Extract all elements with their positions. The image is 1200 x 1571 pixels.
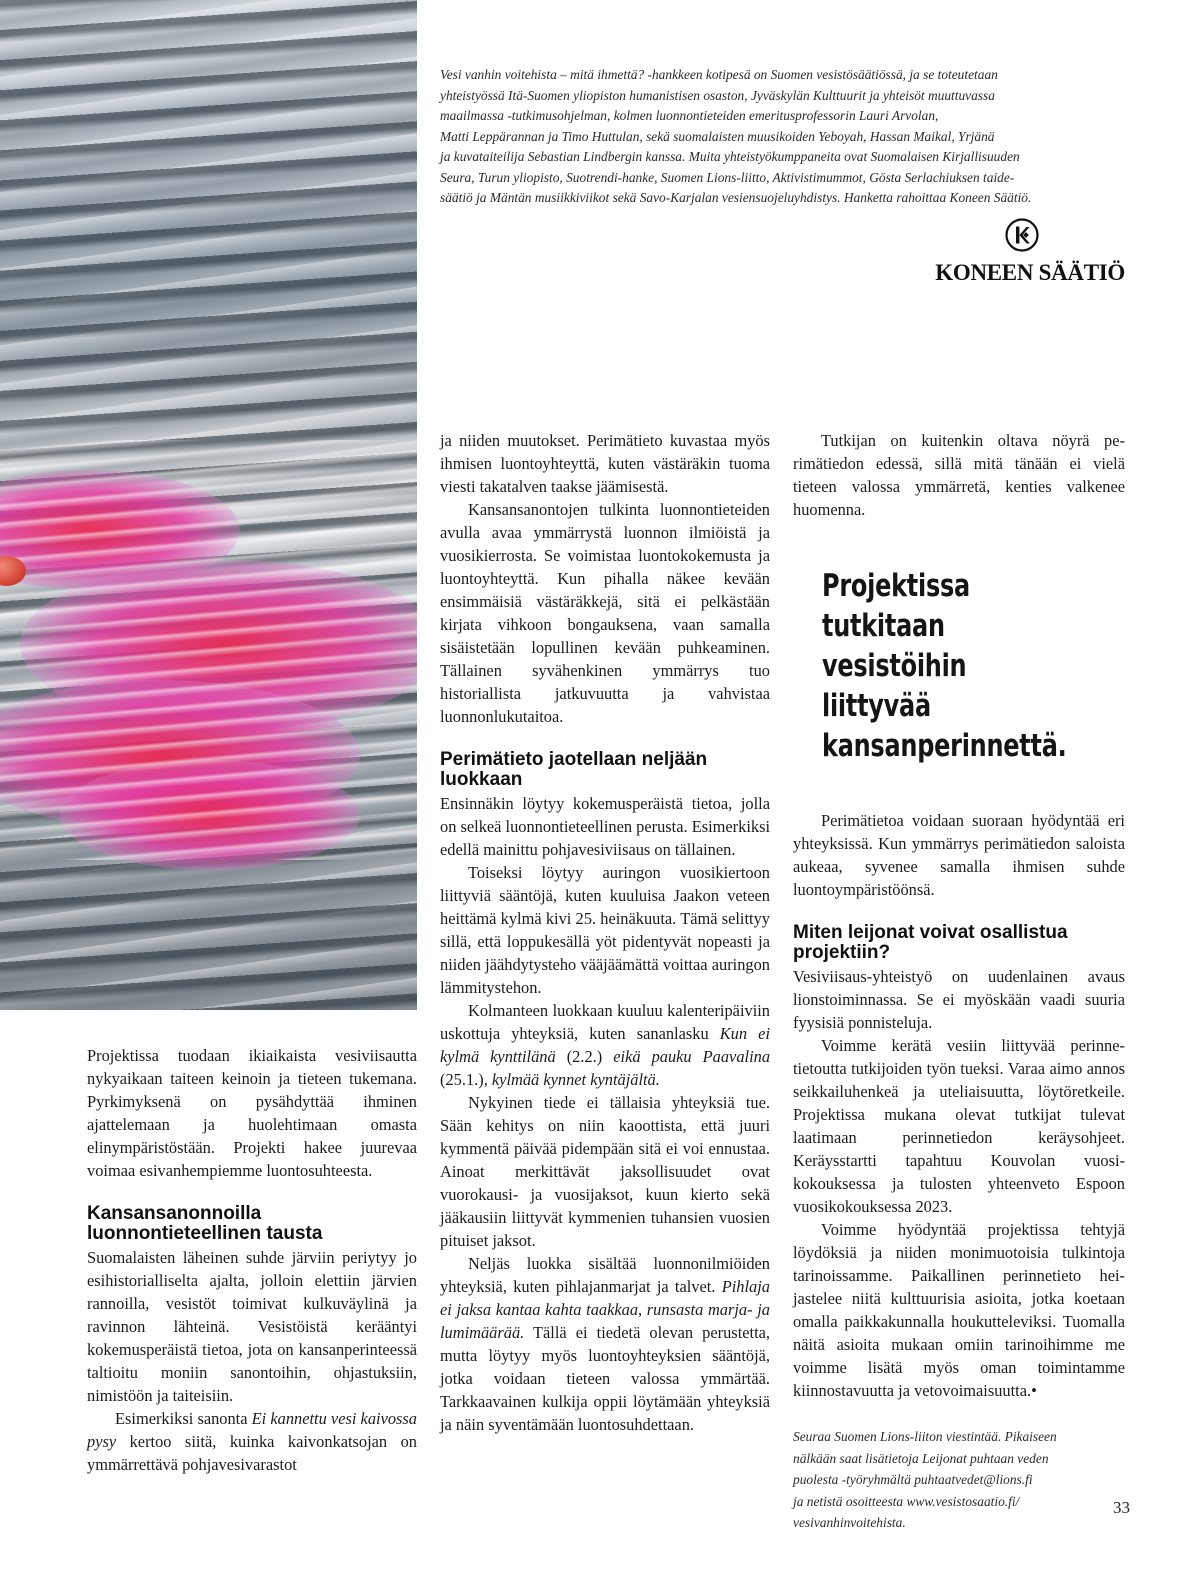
intro-line: maailmassa -tutkimusohjelman, kolmen luonnontieteiden emeritusprofessorin Lauri Arvolan, [440,108,939,123]
article-column-3 [793,429,1125,1534]
water-ripples [0,440,417,860]
water-photo [0,0,417,1010]
note-line: ja netistä osoitteesta www.vesistosaatio.fi/ [793,1493,1020,1509]
intro-line: yhteistyössä Itä-Suomen yliopiston humanistisen osaston, Jyväskylän Kulttuurit ja yhteisöt muuttuvassa [440,87,995,103]
paragraph: Neljäs luokka sisältää luonnonilmiöiden yhteyksiä, kuten pihlajanmarjat ja talvet. Pihlaja ei jaksa kantaa kahta taakkaa, runsasta marja- ja lumimäärää. Tällä ei tiedetä olevan perustetta, mutta löytyy myös luontoyhteyksien sääntöjä, jotka voidaan tieteen valossa ymmärtää. Tarkkaavainen kulkija oppii löytämään yhteyksiä ja näin syventämään luontosuhdettaan. [440,1254,770,1434]
end-mark: • [1031,1381,1037,1400]
paragraph: Voimme kerätä vesiin liittyvää perinnetietoutta tutkijoiden työn tueksi. Varaa aimo annos seikkailuhenkeä ja uteliaisuutta, löytöretkeile. Projektissa mukana olevat tutkijat tulevat laatimaan perinnetiedon keräysohjeet. Keräysstartti tapahtuu Kouvolan vuosikokouksessa ja tulosten yhteenveto Espoon vuosikokouksessa 2023. [793,1036,1125,1216]
project-intro [440,65,1130,209]
page-number: 33 [1113,1498,1130,1517]
article-column-1 [87,1044,417,1476]
kone-foundation-k-icon [1005,218,1039,252]
paragraph: Voimme hyödyntää projektissa tehtyjä löydöksiä ja niiden monimuotoisia tulkintoja tarinoissamme. Paikallinen perinnetieto heijastelee niitä kulttuurisia asioita, jotka koetaan omalla paikkakunnalla houkutteleviksi. Tuomalla näitä asioita mukaan omiin tarinoihimme me voimme lisätä myös oman toimintamme kiinnostavuutta ja vetovoimaisuutta.• [793,1220,1125,1400]
contact-note [793,1426,1125,1534]
paragraph: Esimerkiksi sanonta Ei kannettu vesi kaivossa pysy kertoo siitä, kuinka kaivonkatsojan on ymmärrettävä pohjavesivarastot [87,1409,417,1474]
section-heading: Perimätieto jaotellaan neljään luokkaan [440,749,708,790]
article-column-2 [440,429,770,1436]
intro-line: Vesi vanhin voitehista – mitä ihmettä? -hankkeen kotipesä on Suomen vesistösäätiössä, ja se toteutetaan [440,67,998,82]
logo-wordmark: KONEEN SÄÄTIÖ [935,260,1125,285]
paragraph: Vesiviisaus-yhteistyö on uudenlainen avaus lionstoiminnassa. Se ei myöskään vaadi suuria fyysisiä ponnisteluja. [793,967,1125,1032]
section-heading: Miten leijonat voivat osallistua projektiin? [793,922,1068,963]
paragraph: Tutkijan on kuitenkin oltava nöyrä perimätiedon edessä, sillä mitä tänään ei vielä tieteen valossa ymmärretä, kenties valkenee huomenna. [793,431,1125,519]
paragraph: Nykyinen tiede ei tällaisia yhteyksiä tue. Sään kehitys on niin kaoottista, että juuri kymmentä päivää pidempään sitä ei voi ennustaa. Ainoat merkittävät jaksollisuudet ovat vuorokausi- ja vuosijaksot, kuun kierto sekä jääkausiin liittyvät kymmenien tuhansien vuosien pituiset jaksot. [440,1093,770,1250]
paragraph: Projektissa tuodaan ikiaikaista vesiviisautta nykyaikaan taiteen keinoin ja tieteen tukemana. Pyrkimyksenä on pysähdyttää ihminen ajattelemaan ja huolehtimaan omasta elinympäristöstään. Projekti hakee juurevaa voimaa esivanhempiemme luontosuhteesta. [87,1046,417,1180]
paragraph: Toiseksi löytyy auringon vuosikiertoon liittyviä sääntöjä, kuten kuuluisa Jaakon veteen heittämä kylmä kivi 25. heinäkuuta. Tämä selittyy sillä, että loppukesällä yöt pidentyvät nopeasti ja niiden jäähdytysteho vääjäämättä voittaa auringon lämmitystehon. [440,863,770,997]
paragraph: Suomalaisten läheinen suhde järviin periytyy jo esihistorialliselta ajalta, jolloin elettiin järvien rannoilla, vesistöt toimivat kulkuväylinä ja ravinnon lähteinä. Vesistöistä kerääntyi kokemusperäistä tietoa, jota on kansanperinteessä taltioitu moniin sanontoihin, ohjastuksiin, nimistöön ja taiteisiin. [87,1248,417,1405]
paragraph: Perimätietoa voidaan suoraan hyödyntää eri yhteyksissä. Kun ymmärrys perimätiedon saloista aukeaa, syvenee samalla ihmisen suhde luontoympäristöönsä. [793,811,1125,899]
pull-quote: Projektissa tutkitaan vesistöihin liittyvää kansanperinnettä. [822,568,1067,764]
section-heading: Kansansanonnoilla luonnontieteellinen tausta [87,1203,323,1244]
note-line: Seuraa Suomen Lions-liiton viestintää. Pikaiseen [793,1429,1057,1444]
paragraph: Ensinnäkin löytyy kokemusperäistä tietoa, jolla on selkeä luonnontieteellinen perusta. Esimerkiksi edellä mainittu pohjavesiviisaus on tällainen. [440,794,771,859]
note-line: puolesta -työryhmältä puhtaatvedet@lions.fi [793,1472,1033,1487]
note-line: vesivanhinvoitehista. [793,1515,906,1530]
paragraph: ja niiden muutokset. Perimätieto kuvastaa myös ihmisen luontoyhteyttä, kuten västäräkin tuoma viesti takatalven taakse jäämisestä. [440,431,770,496]
intro-line: ja kuvataiteilija Sebastian Lindbergin kanssa. Muita yhteistyökumppaneita ovat Suomalaisen Kirjallisuuden [440,149,1020,164]
pull-quote-space [793,521,1125,809]
intro-line: Seura, Turun yliopisto, Suotrendi-hanke, Suomen Lions-liitto, Aktivistimummot, Gösta Serlachiuksen taide- [440,169,1015,185]
intro-line: Matti Leppärannan ja Timo Huttulan, sekä suomalaisten muusikoiden Yeboyah, Hassan Maikal, Yrjänä [440,128,995,144]
paragraph: Kansansanontojen tulkinta luonnontieteiden avulla avaa ymmärrystä luonnon ilmiöistä ja vuosikierrosta. Se voimistaa luontokokemusta ja luontoyhteyttä. Kun pihalla näkee kevään ensimmäisiä västäräkkejä, sitä ei pelkästään kirjata vihkoon bongauksena, vaan samalla sisäistetään lopullinen kevään puhkeaminen. Tällainen syvähenkinen ymmärrys tuo historiallista jatkuvuutta ja vahvistaa luonnonlukutaitoa. [440,500,770,726]
koneen-saatio-logo [920,218,1130,288]
intro-line: säätiö ja Mäntän musiikkiviikot sekä Savo-Karjalan vesiensuojeluyhdistys. Hanketta rahoittaa Koneen Säätiö. [440,190,1032,205]
note-line: nälkään saat lisätietoja Leijonat puhtaan veden [793,1450,1049,1466]
paragraph: Kolmanteen luokkaan kuuluu kalenteripäiviin uskottuja yhteyksiä, kuten sananlasku Kun ei kylmä kynttilänä (2.2.) eikä pauku Paavalina (25.1.), kylmää kynnet kyntäjältä. [440,1001,771,1089]
